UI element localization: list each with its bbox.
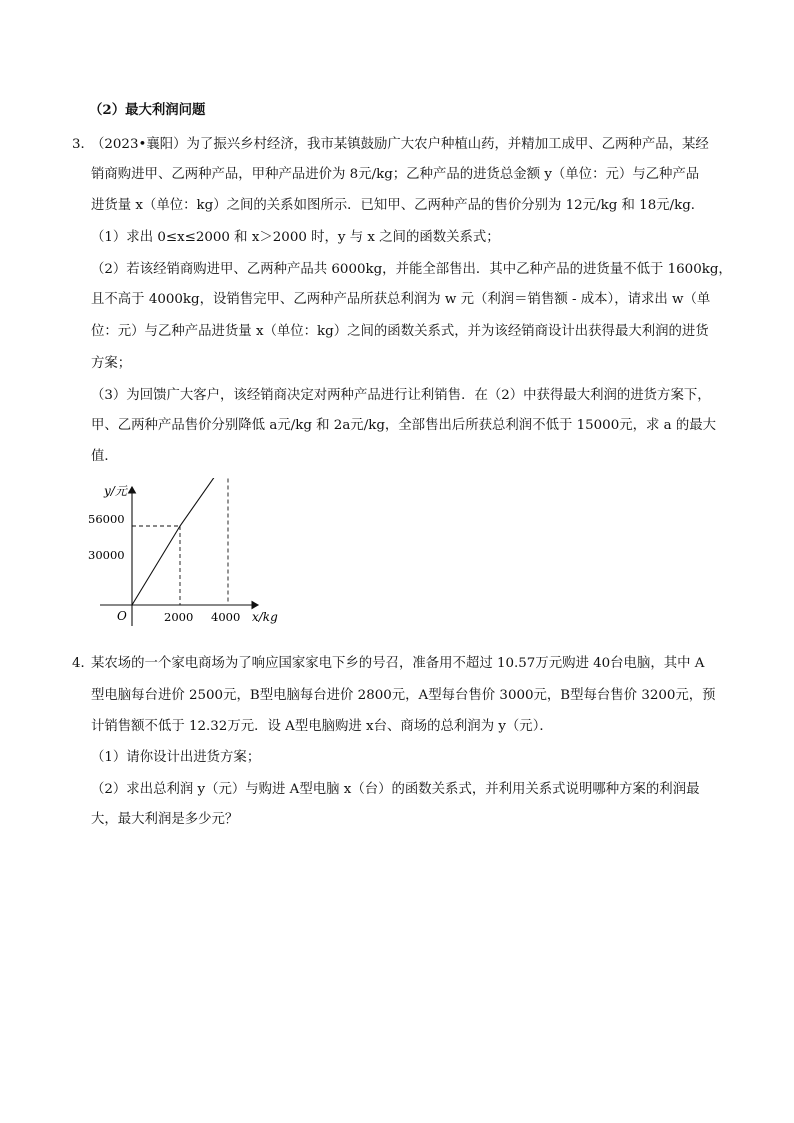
problem-3-sub-2-line-4: 方案； xyxy=(91,356,132,371)
dashed-guides xyxy=(132,478,228,605)
problem-4-sub-2-line-2: 大，最大利润是多少元？ xyxy=(91,812,239,827)
function-graph xyxy=(85,478,285,628)
problem-4-line-3: 计销售额不低于 12.32万元．设 A型电脑购进 x台、商场的总利润为 y（元）． xyxy=(91,719,553,734)
problem-3-sub-3-line-1: （3）为回馈广大客户，该经销商决定对两种产品进行让利销售．在（2）中获得最大利润的进货方案下， xyxy=(91,388,711,403)
y-axis-label: y/元 xyxy=(104,484,127,498)
x-axis-label: x/kg xyxy=(252,610,278,624)
problem-4-sub-1: （1）请你设计出进货方案； xyxy=(91,750,261,765)
problem-4-sub-2-line-1: （2）求出总利润 y（元）与购进 A型电脑 x（台）的函数关系式，并利用关系式说明哪种方案的利润最 xyxy=(91,782,700,797)
problem-3-sub-2-line-1: （2）若该经销商购进甲、乙两种产品共 6000kg，并能全部售出．其中乙种产品的进货量不低于 1600kg， xyxy=(91,262,732,277)
problem-3-sub-2-line-3: 位：元）与乙种产品进货量 x（单位：kg）之间的函数关系式，并为该经销商设计出获得最大利润的进货 xyxy=(91,324,709,339)
section-heading: （2）最大利润问题 xyxy=(89,102,206,118)
problem-3-line-3: 进货量 x（单位：kg）之间的关系如图所示．已知甲、乙两种产品的售价分别为 12元/kg 和 18元/kg． xyxy=(91,198,705,213)
problem-4-line-1: 某农场的一个家电商场为了响应国家家电下乡的号召，准备用不超过 10.57万元购进 40台电脑，其中 A xyxy=(91,656,705,671)
problem-4-number: 4． xyxy=(72,656,94,671)
problem-3-sub-3-line-2: 甲、乙两种产品售价分别降低 a元/kg 和 2a元/kg，全部售出后所获总利润不低于 15000元，求 a 的最大 xyxy=(91,418,717,433)
y-tick-label-56000: 56000 xyxy=(88,512,125,526)
problem-3-sub-3-line-3: 值． xyxy=(91,449,118,464)
problem-3-line-2: 销商购进甲、乙两种产品，甲种产品进价为 8元/kg；乙种产品的进货总金额 y（单位：元）与乙种产品 xyxy=(91,167,700,182)
problem-3-sub-1: （1）求出 0≤x≤2000 和 x＞2000 时，y 与 x 之间的函数关系式； xyxy=(91,230,500,245)
x-tick-label-4000: 4000 xyxy=(211,610,241,624)
problem-3-sub-2-line-2: 且不高于 4000kg，设销售完甲、乙两种产品所获总利润为 w 元（利润＝销售额 - 成本），请求出 w（单 xyxy=(91,292,711,307)
problem-3-number: 3． xyxy=(72,137,94,152)
problem-4-line-2: 型电脑每台进价 2500元，B型电脑每台进价 2800元，A型每台售价 3000元，B型每台售价 3200元，预 xyxy=(91,688,716,703)
y-tick-label-30000: 30000 xyxy=(88,548,125,562)
problem-3-line-1: （2023•襄阳）为了振兴乡村经济，我市某镇鼓励广大农户种植山药，并精加工成甲、乙两种产品，某经 xyxy=(91,137,709,152)
x-tick-label-2000: 2000 xyxy=(164,610,194,624)
origin-label: O xyxy=(117,609,127,623)
